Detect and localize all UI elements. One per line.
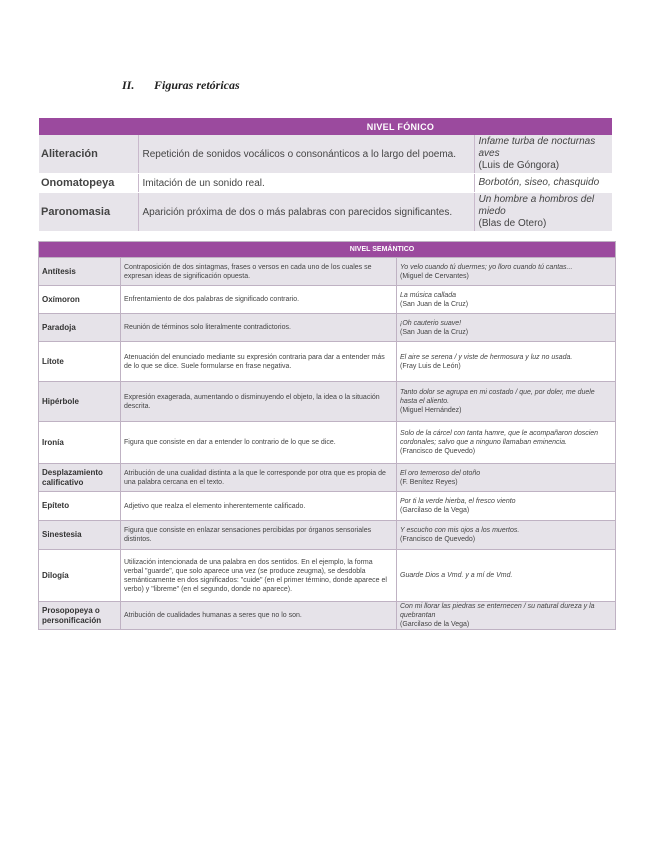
definition-cell: Expresión exagerada, aumentando o disminuyendo el objeto, la idea o la situación descrita. bbox=[121, 382, 397, 422]
section-number: II. bbox=[122, 78, 135, 92]
table-row bbox=[39, 174, 612, 193]
nivel-fonico-header: NIVEL FÓNICO bbox=[39, 118, 612, 135]
definition-cell: Utilización intencionada de una palabra en dos sentidos. En el ejemplo, la forma verbal "guarde", que solo aparece una vez (se produce zeugma), se desdobla semánticamente en dos significados: "cuide" (en el primer término, donde aparece el verbo) y "libreme" (en el segundo, donde no aparece). bbox=[121, 550, 397, 602]
table-row bbox=[39, 342, 616, 382]
example-author: (Francisco de Quevedo) bbox=[400, 536, 476, 543]
example-cell bbox=[397, 550, 616, 602]
term-cell: Lítote bbox=[39, 342, 121, 382]
table-row bbox=[39, 492, 616, 521]
term-cell: Ironía bbox=[39, 422, 121, 464]
term-cell: Oxímoron bbox=[39, 286, 121, 314]
nivel-semantico-table bbox=[38, 241, 616, 630]
term-cell: Prosopopeya o personificación bbox=[39, 602, 121, 630]
example-cell bbox=[397, 521, 616, 550]
example-text: La música callada bbox=[400, 291, 457, 299]
example-text: Borbotón, siseo, chasquido bbox=[478, 177, 600, 188]
term-cell: Sinestesia bbox=[39, 521, 121, 550]
table-row bbox=[39, 464, 616, 492]
term-cell: Hipérbole bbox=[39, 382, 121, 422]
definition-cell: Figura que consiste en dar a entender lo contrario de lo que se dice. bbox=[121, 422, 397, 464]
term-cell: Antítesis bbox=[39, 258, 121, 286]
nivel-semantico-header: NIVEL SEMÁNTICO bbox=[39, 242, 616, 258]
table-row bbox=[39, 314, 616, 342]
example-text: Tanto dolor se agrupa en mi costado / que, por doler, me duele hasta el aliento. bbox=[400, 389, 595, 405]
table-row bbox=[39, 382, 616, 422]
example-author: (Miguel de Cervantes) bbox=[400, 272, 469, 280]
table-row bbox=[39, 422, 616, 464]
definition-cell: Contraposición de dos sintagmas, frases o versos en cada uno de los cuales se expresan ideas de significación opuesta. bbox=[121, 258, 397, 286]
term-cell: Desplazamiento calificativo bbox=[39, 464, 121, 492]
definition-cell: Atribución de una cualidad distinta a la que le corresponde por otra que es propia de una palabra cercana en el texto. bbox=[121, 464, 397, 492]
example-author: (Miguel Hernández) bbox=[400, 407, 462, 414]
example-text: Guarde Dios a Vmd. y a mí de Vmd. bbox=[400, 572, 513, 579]
term-cell: Onomatopeya bbox=[39, 174, 138, 193]
definition-cell: Imitación de un sonido real. bbox=[138, 174, 474, 193]
definition-cell: Figura que consiste en enlazar sensaciones percibidas por órganos sensoriales distintos. bbox=[121, 521, 397, 550]
example-cell bbox=[397, 492, 616, 521]
example-cell bbox=[474, 174, 612, 193]
example-text: Por ti la verde hierba, el fresco viento bbox=[400, 498, 516, 505]
example-cell bbox=[474, 135, 612, 174]
definition-cell: Atribución de cualidades humanas a seres que no lo son. bbox=[121, 602, 397, 630]
nivel-fonico-header-row bbox=[39, 118, 612, 135]
example-cell bbox=[397, 382, 616, 422]
table-row bbox=[39, 602, 616, 630]
nivel-fonico-table bbox=[39, 118, 612, 232]
example-text: Y escucho con mis ojos a los muertos. bbox=[400, 527, 520, 534]
example-cell bbox=[397, 286, 616, 314]
table-row bbox=[39, 135, 612, 174]
definition-cell: Enfrentamiento de dos palabras de significado contrario. bbox=[121, 286, 397, 314]
example-cell bbox=[474, 193, 612, 232]
table-row bbox=[39, 286, 616, 314]
example-text: El aire se serena / y viste de hermosura y luz no usada. bbox=[400, 353, 573, 361]
example-cell bbox=[397, 314, 616, 342]
table-row bbox=[39, 550, 616, 602]
example-author: (Garcilaso de la Vega) bbox=[400, 621, 470, 628]
example-cell bbox=[397, 342, 616, 382]
example-author: (Luis de Góngora) bbox=[478, 160, 560, 171]
example-author: (Francisco de Quevedo) bbox=[400, 448, 476, 455]
example-text: Solo de la cárcel con tanta hamre, que le acompañaron doscien cordonales; salvo que a ninguno llamaban eminencia. bbox=[400, 430, 599, 446]
table-row bbox=[39, 193, 612, 232]
example-author: (Fray Luis de León) bbox=[400, 362, 461, 370]
term-cell: Paradoja bbox=[39, 314, 121, 342]
definition-cell: Adjetivo que realza el elemento inherentemente calificado. bbox=[121, 492, 397, 521]
section-title: Figuras retóricas bbox=[154, 78, 240, 92]
example-text: ¡Oh cauterio suave! bbox=[400, 319, 462, 327]
example-text: Con mi llorar las piedras se enternecen / su natural dureza y la quebrantan bbox=[400, 603, 595, 619]
example-author: (San Juan de la Cruz) bbox=[400, 300, 469, 308]
definition-cell: Repetición de sonidos vocálicos o consonánticos a lo largo del poema. bbox=[138, 135, 474, 174]
table-row bbox=[39, 521, 616, 550]
example-text: El oro temeroso del otoño bbox=[400, 469, 481, 477]
term-cell: Epíteto bbox=[39, 492, 121, 521]
example-author: (Garcilaso de la Vega) bbox=[400, 507, 470, 514]
example-author: (San Juan de la Cruz) bbox=[400, 328, 469, 336]
example-cell bbox=[397, 464, 616, 492]
example-cell bbox=[397, 422, 616, 464]
term-cell: Paronomasia bbox=[39, 193, 138, 232]
example-author: (Blas de Otero) bbox=[478, 218, 547, 229]
example-cell bbox=[397, 258, 616, 286]
term-cell: Dilogía bbox=[39, 550, 121, 602]
definition-cell: Reunión de términos solo literalmente contradictorios. bbox=[121, 314, 397, 342]
example-text: Un hombre a hombros del miedo bbox=[478, 194, 595, 217]
example-text: Infame turba de nocturnas aves bbox=[478, 136, 596, 159]
definition-cell: Atenuación del enunciado mediante su expresión contraria para dar a entender más de lo que se dice. Suele formularse en frase negativa. bbox=[121, 342, 397, 382]
example-text: Yo velo cuando tú duermes; yo lloro cuando tú cantas... bbox=[400, 263, 573, 271]
term-cell: Aliteración bbox=[39, 135, 138, 174]
nivel-semantico-header-row bbox=[39, 242, 616, 258]
section-heading bbox=[122, 78, 240, 93]
table-row bbox=[39, 258, 616, 286]
example-author: (F. Benítez Reyes) bbox=[400, 478, 458, 486]
definition-cell: Aparición próxima de dos o más palabras con parecidos significantes. bbox=[138, 193, 474, 232]
example-cell bbox=[397, 602, 616, 630]
